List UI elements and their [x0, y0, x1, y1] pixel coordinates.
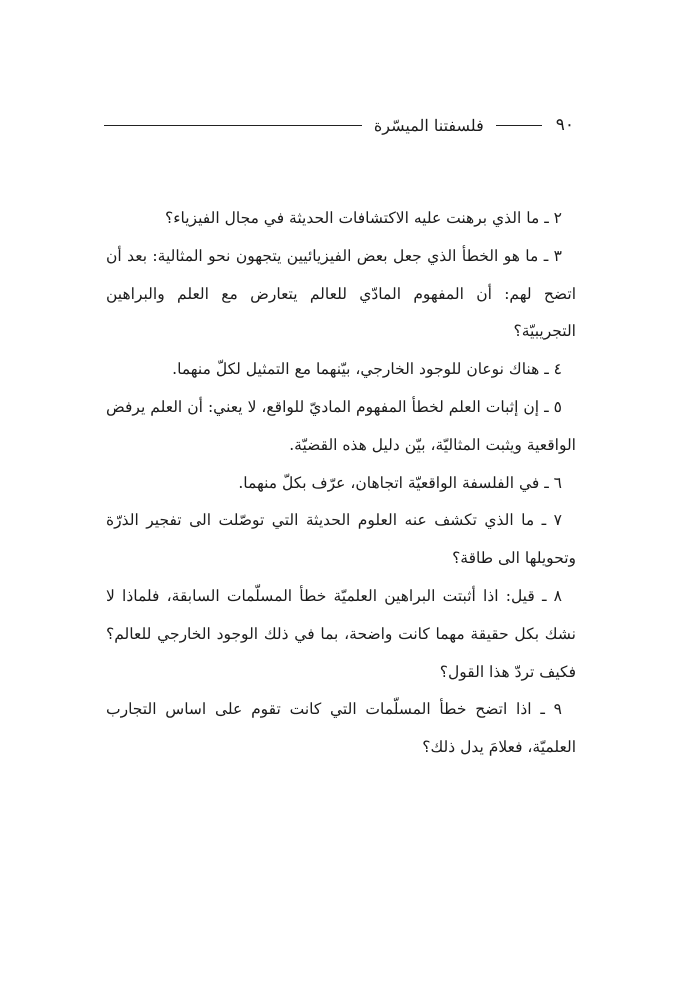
question-2: ٢ ـ ما الذي برهنت عليه الاكتشافات الحديثة في مجال الفيزياء؟	[165, 209, 562, 227]
question-7: ٧ ـ ما الذي تكشف عنه العلوم الحديثة التي توصّلت الى تفجير الذرّة وتحويلها الى طاقة؟	[106, 511, 576, 568]
question-5: ٥ ـ إن إثبات العلم لخطأ المفهوم الماديّ للواقع، لا يعني: أن العلم يرفض الواقعية ويثبت المثاليّة، بيّن دليل هذه القضيّة.	[106, 397, 576, 454]
page-header	[104, 112, 574, 138]
question-3: ٣ ـ ما هو الخطأ الذي جعل بعض الفيزيائيين يتجهون نحو المثالية: بعد أن اتضح لهم: أن المفهوم المادّي للعالم يتعارض مع العلم والبراهين التجريبيّة؟	[106, 246, 576, 341]
page-number: ٩٠	[555, 114, 574, 135]
header-rule-long	[104, 125, 362, 126]
question-6: ٦ ـ في الفلسفة الواقعيّة اتجاهان، عرّف بكلّ منهما.	[238, 473, 562, 492]
question-8: ٨ ـ قيل: اذا أثبتت البراهين العلميّة خطأ المسلّمات السابقة، فلماذا لا نشك بكل حقيقة مهما كانت واضحة، بما في ذلك الوجود الخارجي للعالم؟ فكيف تردّ هذا القول؟	[106, 586, 576, 681]
question-9: ٩ ـ اذا اتضح خطأ المسلّمات التي كانت تقوم على اساس التجارب العلميّة، فعلامَ يدل ذلك؟	[106, 700, 576, 757]
question-4: ٤ ـ هناك نوعان للوجود الخارجي، بيّنهما مع التمثيل لكلّ منهما.	[172, 360, 562, 379]
header-rule-short	[496, 125, 542, 126]
questions-list	[106, 200, 576, 767]
running-title: فلسفتنا الميسّرة	[373, 115, 484, 135]
